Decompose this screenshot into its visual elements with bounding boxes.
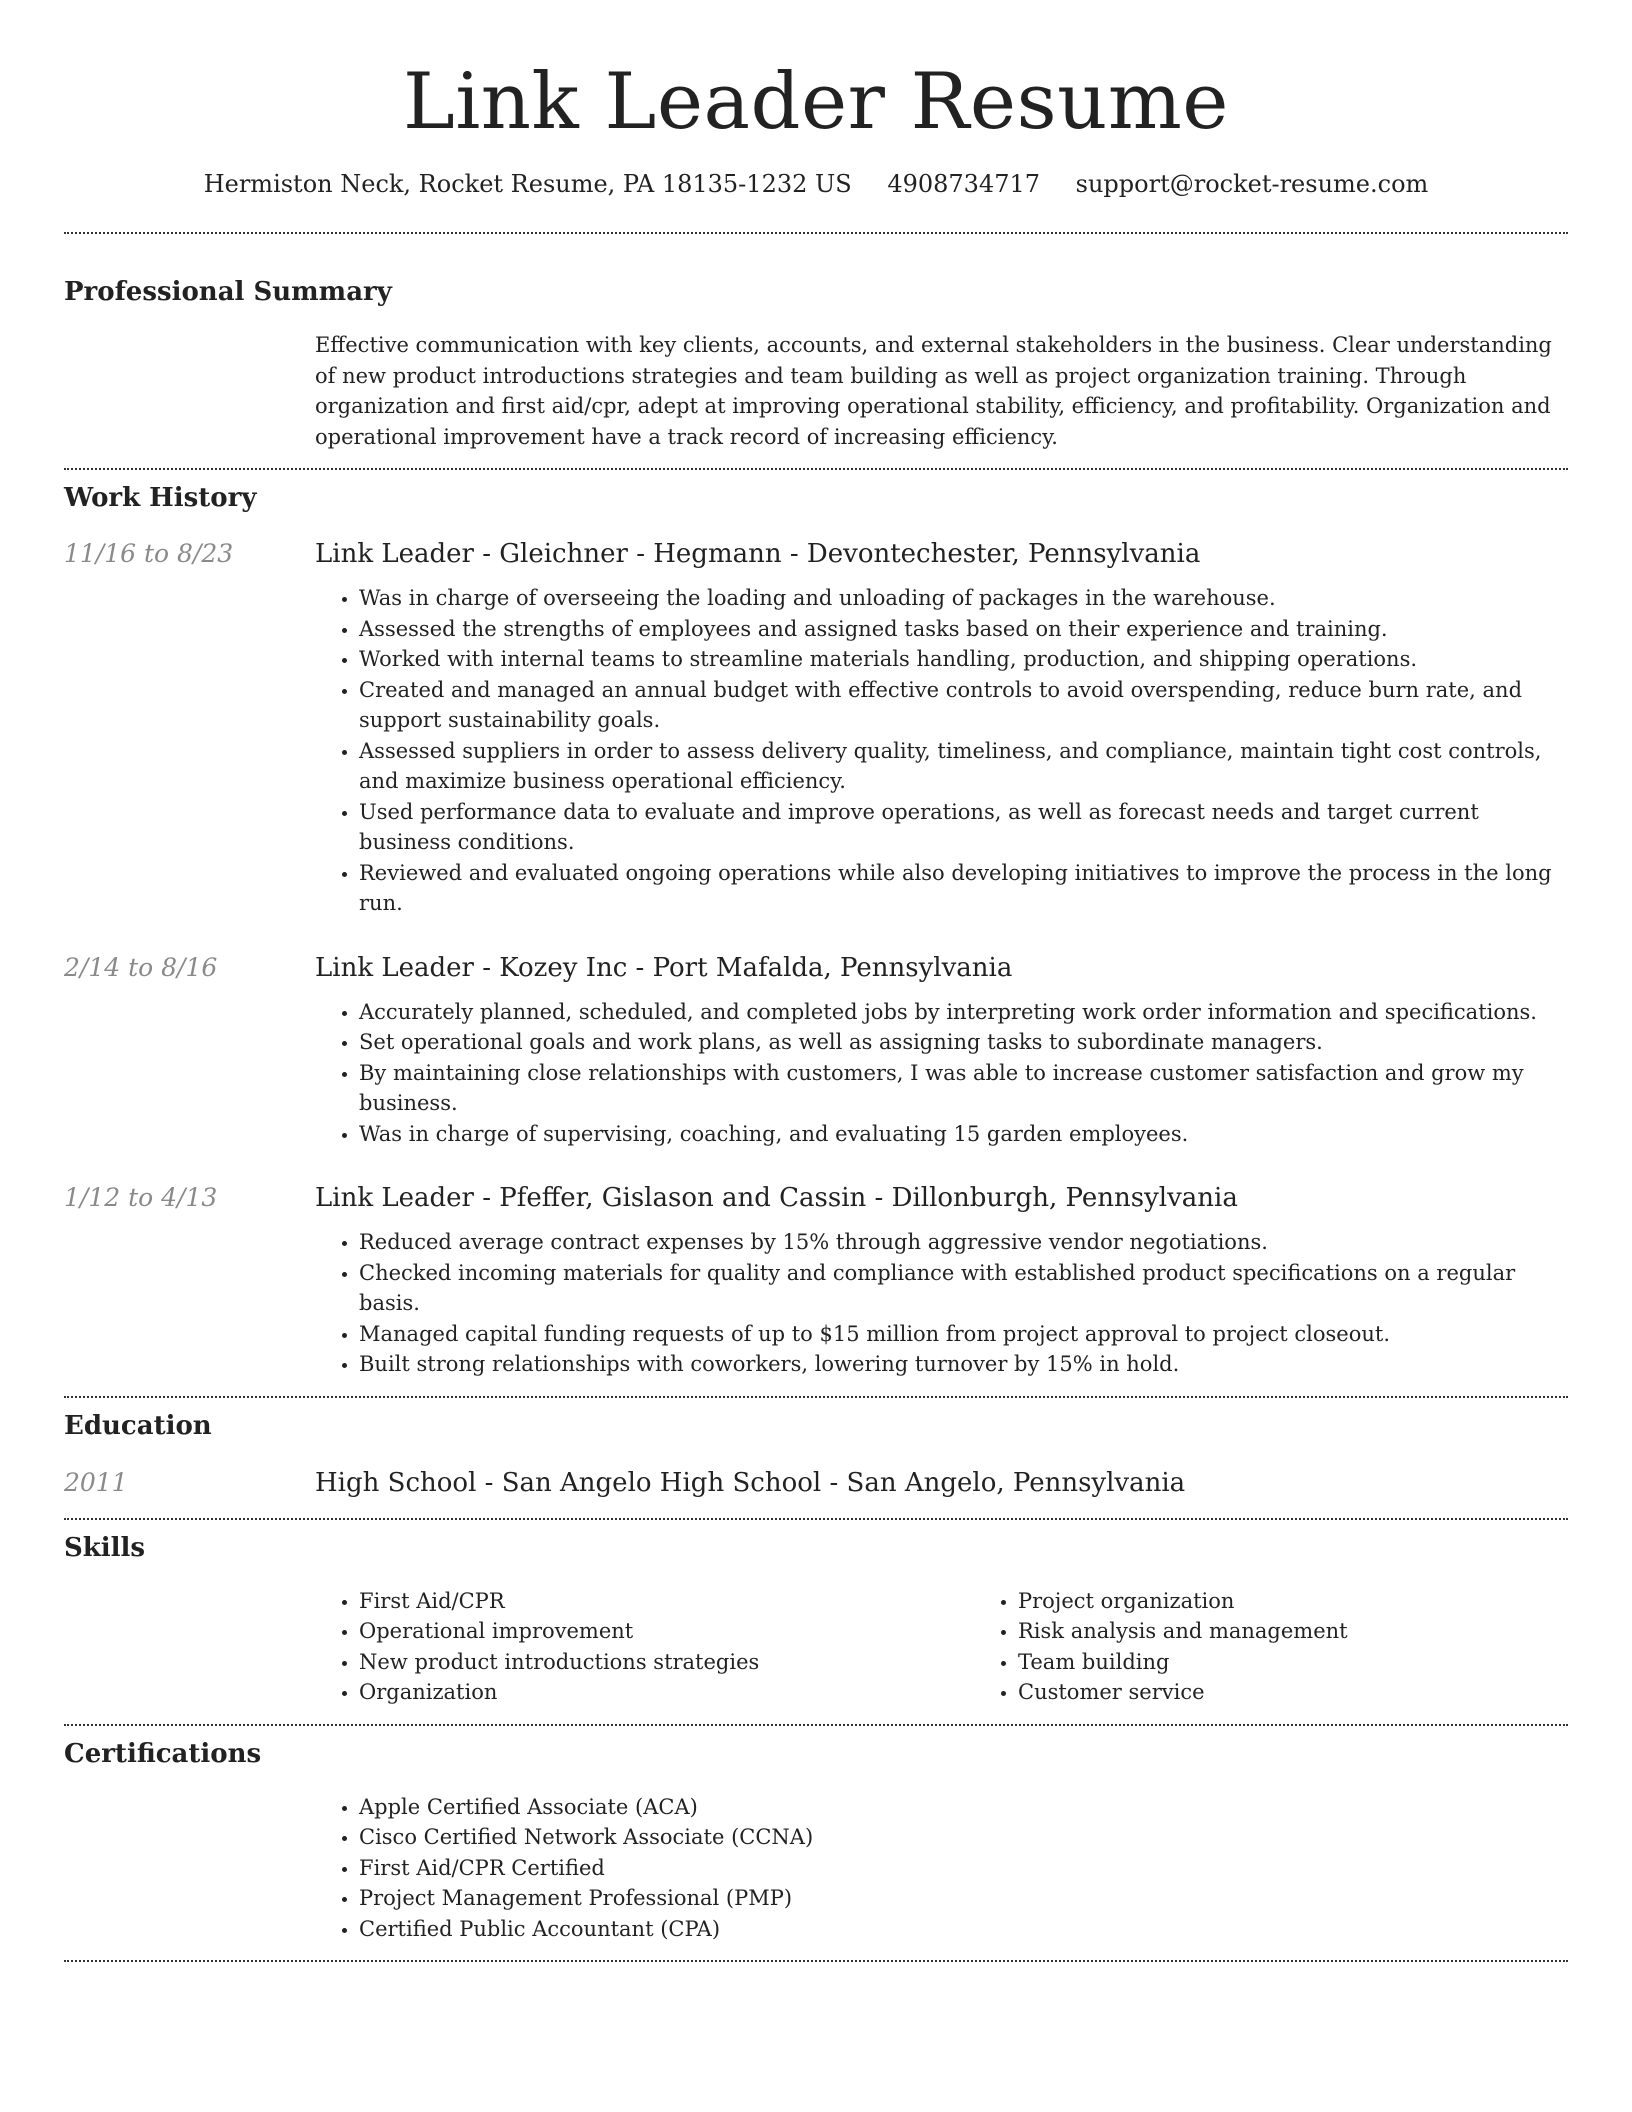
contact-email: support@rocket-resume.com: [1075, 170, 1429, 198]
section-title-education: Education: [64, 1410, 212, 1441]
list-item: • Created and managed an annual budget with effective controls to avoid overspending, reduce burn rate, and support sustainability goals.: [359, 675, 1568, 736]
skill-item: • Customer service: [1018, 1677, 1632, 1708]
education-section: [64, 1409, 1568, 1500]
job-dates: 1/12 to 4/13: [64, 1183, 218, 1212]
list-item: • By maintaining close relationships with customers, I was able to increase customer satisfaction and grow my business.: [359, 1058, 1568, 1119]
contact-address: Hermiston Neck, Rocket Resume, PA 18135-1232 US: [203, 170, 852, 198]
job-heading: Link Leader - Pfeffer, Gislason and Cassin - Dillonburgh, Pennsylvania: [315, 1183, 1238, 1213]
skill-item: • Operational improvement: [359, 1616, 974, 1647]
skills-list-left: [315, 1586, 974, 1708]
certification-item: • Certified Public Accountant (CPA): [359, 1914, 1568, 1945]
list-item: • Worked with internal teams to streamline materials handling, production, and shipping operations.: [359, 644, 1568, 675]
certification-item: • Apple Certified Associate (ACA): [359, 1792, 1568, 1823]
section-title-certifications: Certifications: [64, 1738, 262, 1769]
job-bullets: [315, 583, 1568, 919]
list-item: • Assessed the strengths of employees and assigned tasks based on their experience and training.: [359, 614, 1568, 645]
job-heading: Link Leader - Gleichner - Hegmann - Devontechester, Pennsylvania: [315, 539, 1201, 569]
list-item: • Assessed suppliers in order to assess delivery quality, timeliness, and compliance, maintain tight cost controls, and maximize business operational efficiency.: [359, 736, 1568, 797]
list-item: • Set operational goals and work plans, as well as assigning tasks to subordinate managers.: [359, 1027, 1568, 1058]
job-entry: [64, 1181, 1568, 1380]
list-item: • Reviewed and evaluated ongoing operations while also developing initiatives to improve the process in the long run.: [359, 858, 1568, 919]
summary-section: [64, 275, 1568, 452]
list-item: • Managed capital funding requests of up to $15 million from project approval to project closeout.: [359, 1319, 1568, 1350]
section-title-skills: Skills: [64, 1532, 146, 1563]
job-bullets: [315, 1227, 1568, 1380]
divider: [64, 1960, 1568, 1962]
section-title-summary: Professional Summary: [64, 277, 392, 307]
skill-item: • Organization: [359, 1677, 974, 1708]
list-item: • Reduced average contract expenses by 15% through aggressive vendor negotiations.: [359, 1227, 1568, 1258]
divider: [64, 1396, 1568, 1398]
list-item: • Built strong relationships with coworkers, lowering turnover by 15% in hold.: [359, 1349, 1568, 1380]
skill-item: • New product introductions strategies: [359, 1647, 974, 1678]
divider: [64, 1518, 1568, 1520]
resume-name: Link Leader Resume: [403, 57, 1229, 147]
job-entry: [64, 951, 1568, 1150]
divider: [64, 468, 1568, 470]
resume-page: [64, 0, 1568, 1962]
work-history-section: [64, 481, 1568, 1380]
certification-item: • First Aid/CPR Certified: [359, 1853, 1568, 1884]
list-item: • Checked incoming materials for quality and compliance with established product specifications on a regular basis.: [359, 1258, 1568, 1319]
job-dates: 2/14 to 8/16: [64, 952, 218, 982]
skills-section: [64, 1531, 1568, 1708]
contact-phone: 4908734717: [887, 170, 1041, 198]
education-heading: High School - San Angelo High School - San Angelo, Pennsylvania: [315, 1467, 1186, 1498]
list-item: • Accurately planned, scheduled, and completed jobs by interpreting work order information and specifications.: [359, 997, 1568, 1028]
certification-item: • Project Management Professional (PMP): [359, 1883, 1568, 1914]
section-title-work-history: Work History: [64, 483, 257, 513]
skill-item: • Project organization: [1018, 1586, 1632, 1617]
job-bullets: [315, 997, 1568, 1150]
divider: [64, 1724, 1568, 1726]
list-item: • Used performance data to evaluate and improve operations, as well as forecast needs and target current business conditions.: [359, 797, 1568, 858]
job-dates: 11/16 to 8/23: [64, 539, 234, 568]
job-heading: Link Leader - Kozey Inc - Port Mafalda, Pennsylvania: [315, 952, 1013, 983]
education-year: 2011: [64, 1467, 128, 1497]
skill-item: • First Aid/CPR: [359, 1586, 974, 1617]
list-item: • Was in charge of supervising, coaching, and evaluating 15 garden employees.: [359, 1119, 1568, 1150]
list-item: • Was in charge of overseeing the loading and unloading of packages in the warehouse.: [359, 583, 1568, 614]
skill-item: • Team building: [1018, 1647, 1632, 1678]
skills-list-right: [974, 1586, 1632, 1708]
contact-line: [64, 168, 1568, 200]
certifications-list: [315, 1792, 1568, 1945]
job-entry: [64, 537, 1568, 919]
certification-item: • Cisco Certified Network Associate (CCNA): [359, 1822, 1568, 1853]
divider: [64, 232, 1568, 234]
certifications-section: [64, 1737, 1568, 1945]
skill-item: • Risk analysis and management: [1018, 1616, 1632, 1647]
summary-text: Effective communication with key clients, accounts, and external stakeholders in the business. Clear understanding of new product introductions strategies and team building as well as project organization training. Through organization and first aid/cpr, adept at improving operational stability, efficiency, and profitability. Organization and operational improvement have a track record of increasing efficiency.: [315, 333, 1552, 449]
